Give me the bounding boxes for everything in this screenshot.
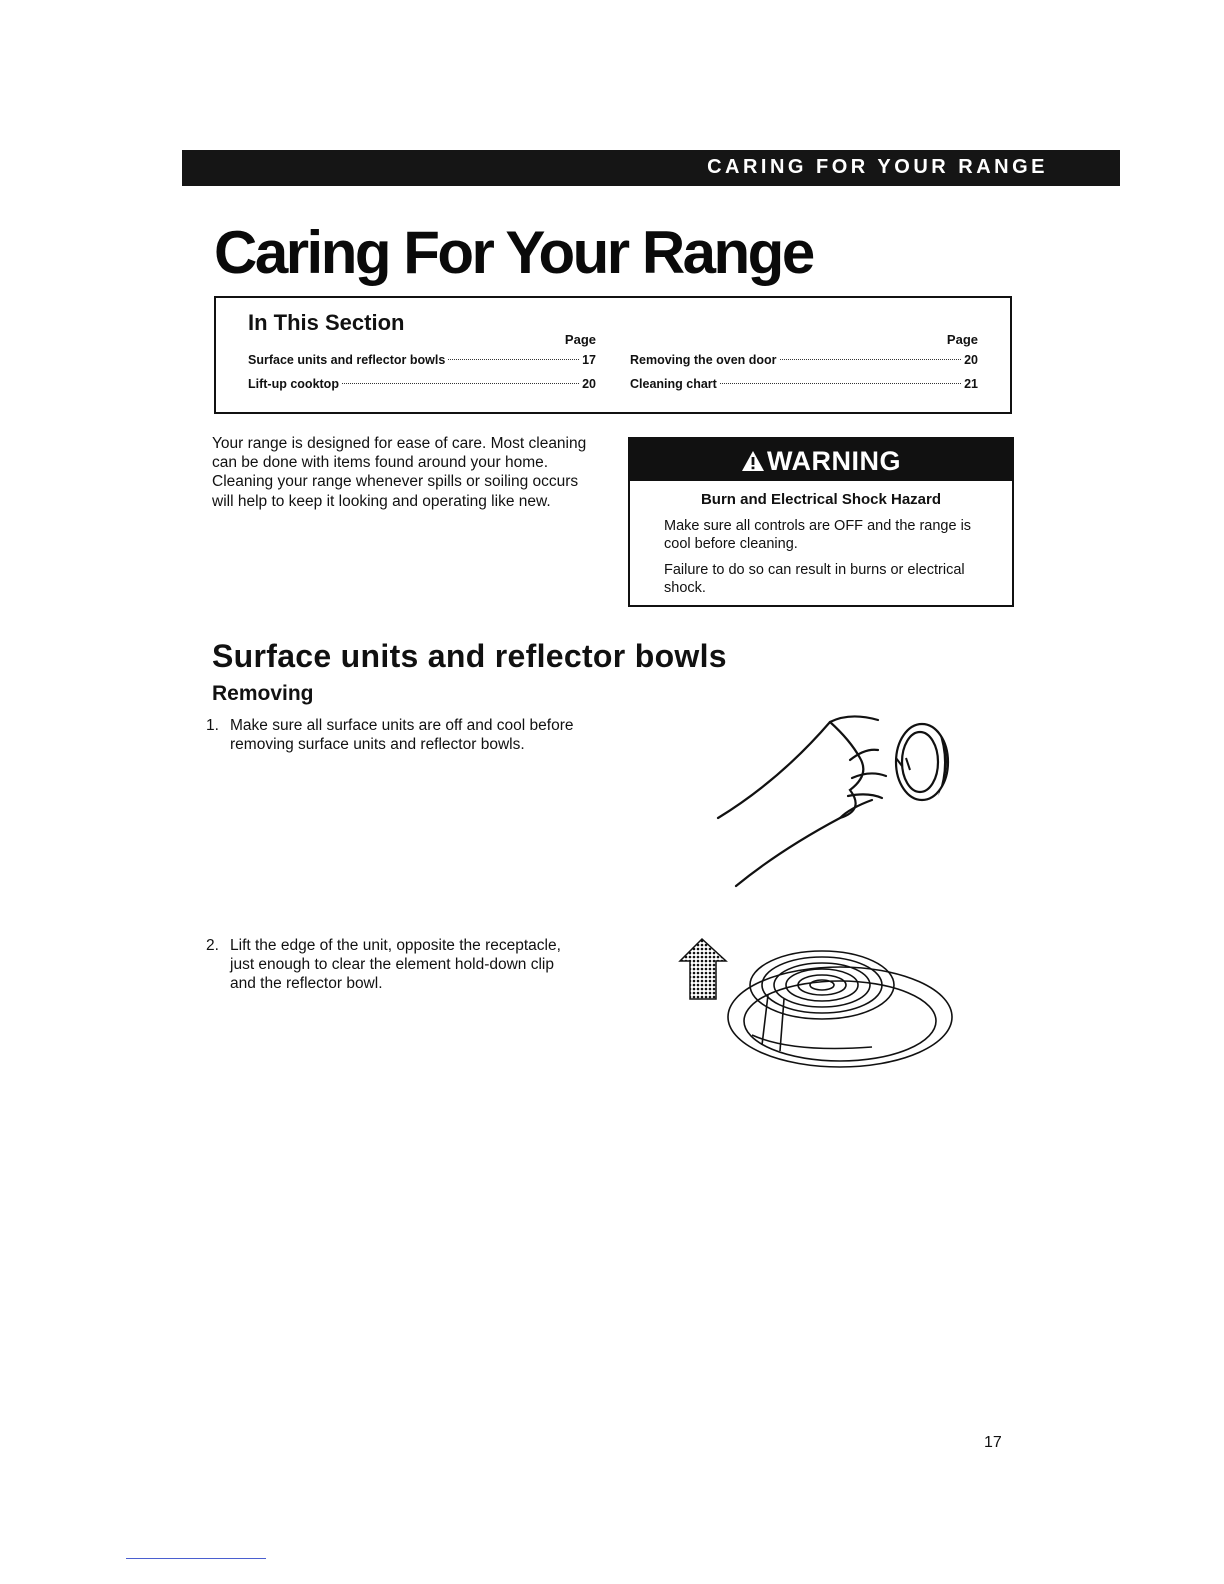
toc-entry-page: 17	[582, 353, 596, 367]
warning-text: Failure to do so can result in burns or electrical shock.	[664, 562, 965, 596]
in-this-section-heading: In This Section	[248, 310, 405, 335]
toc-entry[interactable]	[248, 348, 596, 372]
subsection-heading: Removing	[212, 682, 314, 705]
toc-entry[interactable]	[630, 372, 978, 396]
step-number: 2.	[206, 937, 219, 954]
toc-entry-page: 21	[964, 377, 978, 391]
footer-rule	[126, 1558, 266, 1559]
warning-label: WARNING	[767, 446, 901, 476]
toc-entry-label: Lift-up cooktop	[248, 377, 339, 391]
section-header-text: CARING FOR YOUR RANGE	[707, 156, 1048, 178]
surface-unit-lift-illustration	[672, 935, 972, 1075]
page-title: Caring For Your Range	[214, 219, 813, 286]
toc-column-left	[248, 332, 596, 396]
toc-entry-label: Surface units and reflector bowls	[248, 353, 446, 367]
up-arrow-icon	[680, 939, 726, 999]
toc-leader-dots	[448, 359, 579, 360]
step-number: 1.	[206, 717, 219, 734]
toc-entry-page: 20	[964, 353, 978, 367]
toc-column-right	[630, 332, 978, 396]
warning-triangle-icon	[741, 449, 765, 473]
toc-page-header: Page	[564, 332, 596, 347]
section-header-bar	[182, 150, 1120, 186]
section-heading: Surface units and reflector bowls	[212, 638, 727, 674]
toc-page-header: Page	[946, 332, 978, 347]
toc-leader-dots	[780, 359, 962, 360]
hand-lifting-unit-illustration	[700, 700, 970, 900]
warning-subtitle: Burn and Electrical Shock Hazard	[700, 491, 942, 508]
step-item	[206, 936, 576, 994]
page-number: 17	[984, 1434, 1002, 1451]
warning-banner	[630, 439, 1012, 481]
step-item	[206, 716, 576, 754]
warning-text: Make sure all controls are OFF and the range is cool before cleaning.	[664, 518, 972, 552]
warning-box	[628, 437, 1014, 607]
toc-leader-dots	[720, 383, 961, 384]
toc-entry[interactable]	[630, 348, 978, 372]
in-this-section-box	[214, 296, 1012, 414]
toc-leader-dots	[342, 383, 579, 384]
step-text: Make sure all surface units are off and cool before removing surface units and reflector bowls.	[230, 717, 574, 754]
intro-paragraph: Your range is designed for ease of care. Most cleaning can be done with items found around your home. Cleaning your range whenever spills or soiling occurs will help to keep it looking and operating like new.	[212, 435, 587, 510]
toc-entry[interactable]	[248, 372, 596, 396]
toc-entry-page: 20	[582, 377, 596, 391]
toc-entry-label: Cleaning chart	[630, 377, 717, 391]
step-text: Lift the edge of the unit, opposite the receptacle, just enough to clear the element hold-down clip and the reflector bowl.	[230, 937, 561, 993]
toc-entry-label: Removing the oven door	[630, 353, 777, 367]
